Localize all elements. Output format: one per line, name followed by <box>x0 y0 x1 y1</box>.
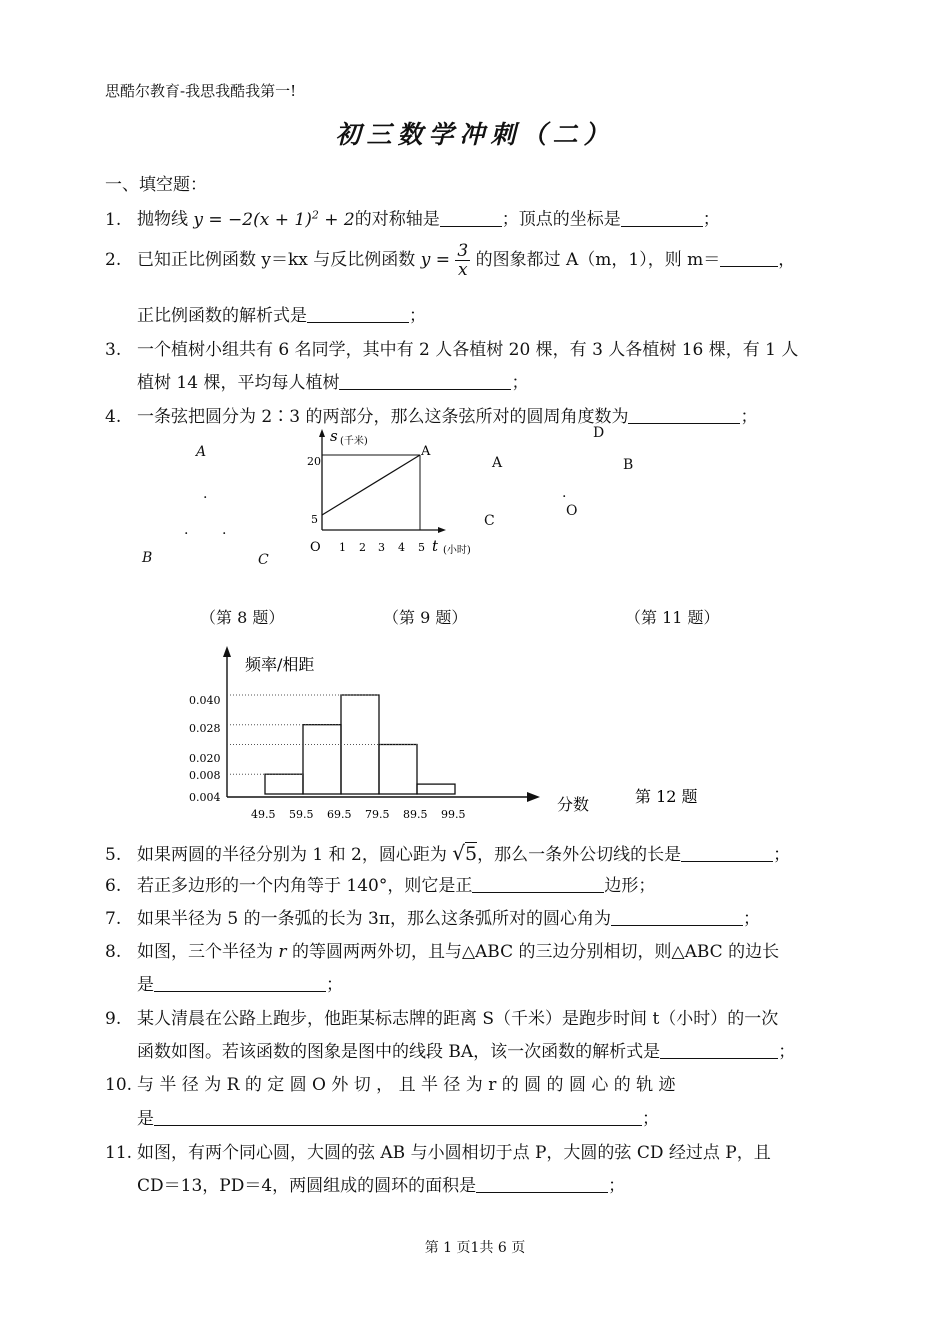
question-number: 1. <box>105 209 122 230</box>
question-6: 6. 若正多边形的一个内角等于 140°，则它是正 边形； <box>105 876 656 896</box>
x-axis-unit: (小时) <box>443 545 471 556</box>
question-11-line2: CD＝13，PD＝4，两圆组成的圆环的面积是 ； <box>137 1176 626 1196</box>
answer-blank[interactable] <box>611 907 743 926</box>
question-2-line2: 正比例函数的解析式是 ； <box>137 306 426 326</box>
answer-blank[interactable] <box>154 1107 642 1126</box>
point-label: B <box>623 457 634 473</box>
figure-12-caption: 第 12 题 <box>635 787 698 806</box>
histogram-bar <box>379 745 417 795</box>
histogram-bar <box>265 774 303 794</box>
question-1: 1. 抛物线 $y = -2(x + 1)^2 + 2$的对称轴是 ；顶点的坐标是 ； <box>105 198 850 237</box>
dot: . <box>203 486 208 502</box>
x-tick: 99.5 <box>441 808 466 821</box>
parabola-formula: $y = -2(x + 1)^2 + 2$ <box>193 208 355 230</box>
point-label: D <box>593 425 605 441</box>
point-label: O <box>566 503 578 519</box>
point-label: A <box>421 444 431 459</box>
x-tick: 5 <box>418 541 425 554</box>
answer-blank[interactable] <box>154 973 326 992</box>
header-note: 思酷尔教育-我思我酷我第一! <box>105 82 297 100</box>
origin-label: O <box>310 540 321 555</box>
figure-11 <box>480 425 660 535</box>
point-label: C <box>484 513 495 529</box>
answer-blank[interactable] <box>339 371 511 390</box>
answer-blank[interactable] <box>472 874 604 893</box>
y-tick: 0.028 <box>189 722 221 735</box>
question-11: 11. 如图，有两个同心圆，大圆的弦 AB 与小圆相切于点 P，大圆的弦 CD 经过点 P，且 <box>105 1143 771 1163</box>
figure-8-caption: （第 8 题） <box>200 608 285 627</box>
y-tick: 0.008 <box>189 769 221 782</box>
figure-9-graph <box>300 425 503 560</box>
x-tick: 59.5 <box>289 808 314 821</box>
x-axis-label: t <box>432 537 439 555</box>
question-4: 4. 一条弦把圆分为 2∶3 的两部分，那么这条弦所对的圆周角度数为 ； <box>105 407 758 427</box>
y-tick: 0.020 <box>189 752 221 765</box>
figure-9-caption: （第 9 题） <box>383 608 468 627</box>
y-axis-label: 频率/相距 <box>245 655 315 674</box>
point-label: C <box>258 552 269 568</box>
question-10-line2: 是 ； <box>137 1109 659 1129</box>
answer-blank[interactable] <box>621 208 703 227</box>
y-tick: 0.040 <box>189 694 221 707</box>
question-3: 3. 一个植树小组共有 6 名同学，其中有 2 人各植树 20 棵，有 3 人各植树 16 棵，有 1 人 <box>105 340 799 360</box>
y-arrow <box>223 646 231 657</box>
answer-blank[interactable] <box>681 843 773 862</box>
x-tick: 2 <box>359 541 366 554</box>
fraction-3-over-x: $\frac{3}{x}$ <box>457 241 469 280</box>
y-arrow <box>319 429 325 437</box>
histogram-bar <box>303 725 341 794</box>
question-7: 7. 如果半径为 5 的一条弧的长为 3π，那么这条弧所对的圆心角为 ； <box>105 909 761 929</box>
arc-length: 3π <box>368 909 391 929</box>
question-8-line2: 是 ； <box>137 975 343 995</box>
y-tick: 0.004 <box>189 791 221 804</box>
section-heading: 一、填空题： <box>105 175 207 195</box>
sqrt-value: 5 <box>465 843 478 865</box>
sqrt-symbol: √ <box>452 841 465 865</box>
histogram-bar <box>417 784 455 794</box>
x-axis-label: 分数 <box>557 795 590 814</box>
x-arrow <box>438 527 446 533</box>
question-9: 9. 某人清晨在公路上跑步，他距某标志牌的距离 S（千米）是跑步时间 t（小时）的一次 <box>105 1009 779 1029</box>
dot: . <box>222 522 227 538</box>
point-label: B <box>142 550 153 566</box>
question-3-line2: 植树 14 棵，平均每人植树 ； <box>137 373 529 393</box>
page-title: 初三数学冲刺（二） <box>335 120 615 149</box>
x-tick: 89.5 <box>403 808 428 821</box>
x-tick: 1 <box>339 541 346 554</box>
question-10: 10. 与 半 径 为 R 的 定 圆 O 外 切 ， 且 半 径 为 r 的 圆 的 圆 心 的 轨 迹 <box>105 1075 676 1095</box>
answer-blank[interactable] <box>476 1174 608 1193</box>
question-2: 2. 已知正比例函数 y＝kx 与反比例函数 y = $\frac{3}{x}$ 的图象都过 A（m，1），则 m＝ ， <box>105 241 796 280</box>
x-tick: 79.5 <box>365 808 390 821</box>
y-axis-label: s <box>330 427 338 445</box>
figure-12-histogram <box>185 640 745 830</box>
segment-BA <box>322 455 420 515</box>
x-tick: 4 <box>398 541 405 554</box>
page-footer: 第 1 页1共 6 页 <box>424 1240 526 1256</box>
answer-blank[interactable] <box>660 1040 778 1059</box>
figure-11-caption: （第 11 题） <box>625 608 720 627</box>
point-label: A <box>196 444 207 460</box>
x-tick: 49.5 <box>251 808 276 821</box>
x-tick: 3 <box>378 541 385 554</box>
point-label: A <box>492 455 503 471</box>
x-arrow <box>527 792 540 802</box>
question-8: 8. 如图，三个半径为 r 的等圆两两外切，且与△ABC 的三边分别相切，则△ABC 的边长 <box>105 942 780 962</box>
answer-blank[interactable] <box>440 208 502 227</box>
y-tick: 5 <box>311 513 318 526</box>
question-9-line2: 函数如图。若该函数的图象是图中的线段 BA，该一次函数的解析式是 ； <box>137 1042 796 1062</box>
answer-blank[interactable] <box>307 304 409 323</box>
answer-blank[interactable] <box>720 248 778 267</box>
center-dot: . <box>562 485 567 501</box>
x-tick: 69.5 <box>327 808 352 821</box>
dot: . <box>184 522 189 538</box>
answer-blank[interactable] <box>628 405 740 424</box>
question-5: 5. 如果两圆的半径分别为 1 和 2，圆心距为 √5，那么一条外公切线的长是 ； <box>105 841 791 865</box>
y-axis-unit: (千米) <box>340 436 368 447</box>
y-tick: 20 <box>307 455 321 468</box>
figure-8 <box>140 440 290 570</box>
